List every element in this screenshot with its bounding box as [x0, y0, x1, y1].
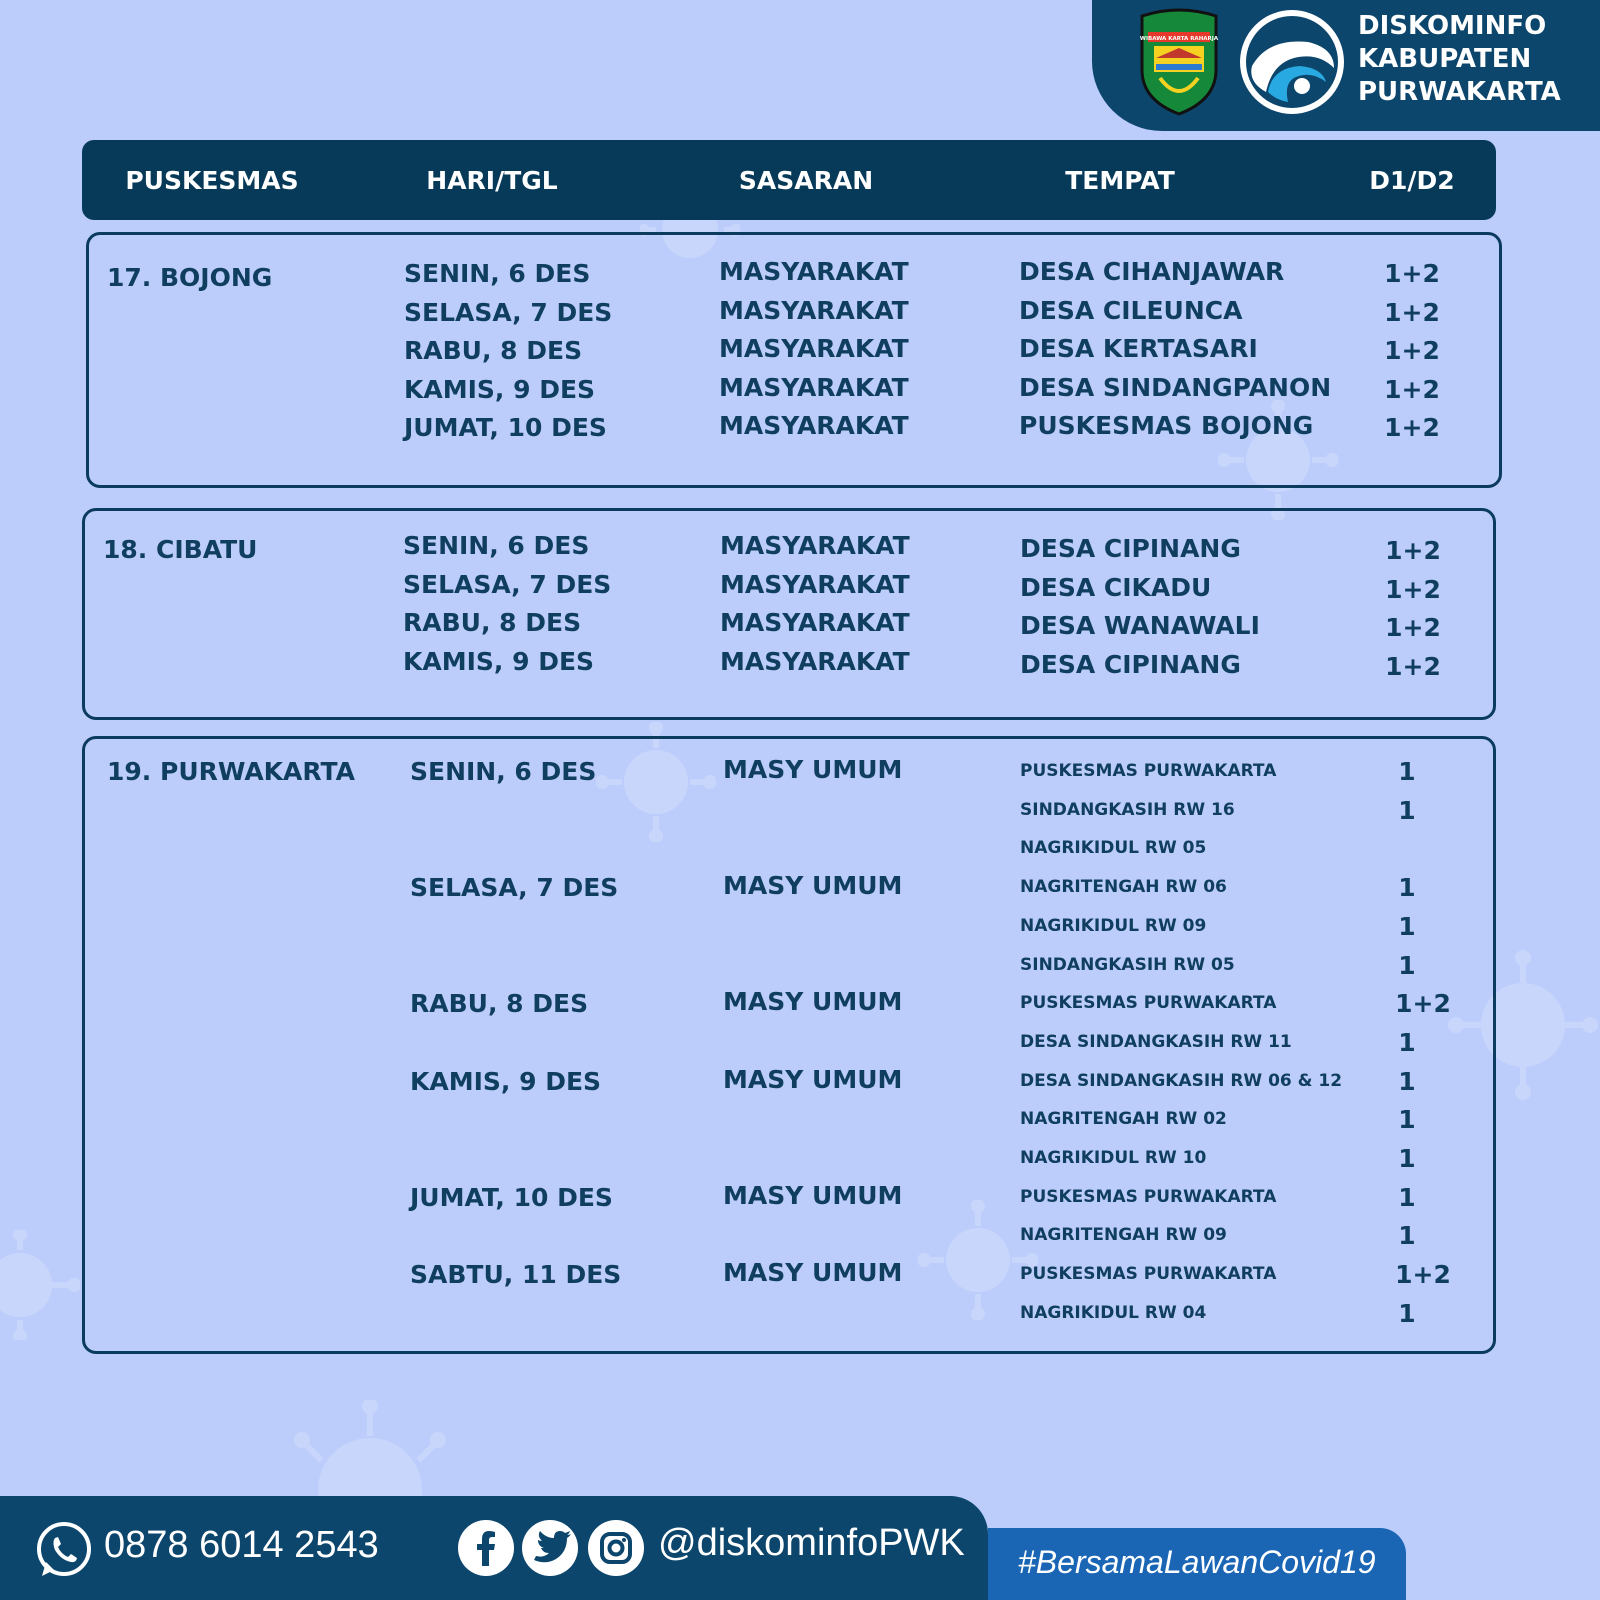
schedule-place: DESA KERTASARI — [1019, 334, 1258, 363]
schedule-dose: 1 — [1398, 1298, 1416, 1328]
hashtag-text: #BersamaLawanCovid19 — [1018, 1544, 1376, 1580]
schedule-place: NAGRITENGAH RW 09 — [1020, 1225, 1227, 1246]
schedule-day: SELASA, 7 DES — [410, 873, 619, 903]
facebook-icon[interactable] — [458, 1520, 514, 1576]
schedule-dose: 1 — [1398, 873, 1416, 903]
puskesmas-name: 18. CIBATU — [103, 535, 258, 564]
schedule-place: DESA WANAWALI — [1020, 611, 1260, 640]
schedule-dose: 1+2 — [1385, 536, 1441, 565]
schedule-dose: 1+2 — [1384, 259, 1440, 288]
schedule-place: DESA CIHANJAWAR — [1019, 257, 1285, 286]
schedule-target: MASYARAKAT — [719, 257, 909, 286]
brand-line-3: PURWAKARTA — [1358, 77, 1561, 107]
schedule-place: DESA CIKADU — [1020, 572, 1212, 602]
schedule-place: DESA CIPINANG — [1020, 534, 1241, 563]
schedule-place: DESA SINDANGPANON — [1019, 372, 1332, 402]
schedule-day: JUMAT, 10 DES — [404, 413, 607, 442]
whatsapp-icon[interactable] — [34, 1520, 94, 1580]
schedule-dose: 1 — [1398, 1105, 1416, 1135]
schedule-day: SENIN, 6 DES — [403, 531, 590, 560]
schedule-dose: 1+2 — [1384, 336, 1440, 365]
schedule-target: MASY UMUM — [723, 755, 903, 784]
schedule-target: MASY UMUM — [723, 871, 903, 901]
schedule-day: RABU, 8 DES — [410, 989, 589, 1019]
schedule-place: PUSKESMAS PURWAKARTA — [1020, 1186, 1277, 1207]
schedule-place: PUSKESMAS PURWAKARTA — [1020, 1264, 1277, 1285]
column-tempat: TEMPAT — [1065, 166, 1175, 195]
schedule-place: PUSKESMAS PURWAKARTA — [1020, 761, 1277, 781]
schedule-dose: 1 — [1398, 1182, 1416, 1212]
schedule-place: NAGRITENGAH RW 06 — [1020, 877, 1227, 898]
schedule-target: MASYARAKAT — [719, 295, 909, 325]
purwakarta-crest-icon — [1138, 8, 1220, 116]
schedule-day: SELASA, 7 DES — [404, 297, 613, 327]
schedule-dose: 1+2 — [1385, 613, 1441, 642]
schedule-dose: 1 — [1398, 757, 1416, 786]
puskesmas-block-purwakarta — [82, 736, 1496, 1354]
schedule-place: DESA CIPINANG — [1020, 649, 1241, 679]
brand-line-2: KABUPATEN — [1358, 44, 1532, 74]
schedule-dose: 1+2 — [1395, 989, 1451, 1019]
puskesmas-name: 19. PURWAKARTA — [107, 757, 355, 786]
schedule-dose: 1+2 — [1385, 574, 1441, 604]
schedule-day: KAMIS, 9 DES — [410, 1066, 602, 1096]
schedule-dose: 1+2 — [1384, 374, 1440, 404]
phone-number[interactable]: 0878 6014 2543 — [104, 1524, 379, 1566]
schedule-day: KAMIS, 9 DES — [404, 374, 596, 404]
column-d1d2: D1/D2 — [1369, 166, 1455, 195]
schedule-target: MASY UMUM — [723, 1180, 903, 1210]
puskesmas-name: 17. BOJONG — [107, 263, 273, 292]
schedule-day: RABU, 8 DES — [403, 608, 582, 637]
instagram-icon[interactable] — [588, 1520, 644, 1576]
schedule-place: NAGRIKIDUL RW 04 — [1020, 1302, 1207, 1323]
schedule-target: MASYARAKAT — [720, 646, 910, 676]
schedule-dose: 1+2 — [1384, 297, 1440, 327]
puskesmas-block-cibatu — [82, 508, 1496, 720]
schedule-place: DESA SINDANGKASIH RW 11 — [1020, 1031, 1292, 1052]
virus-decoration-icon — [290, 1400, 450, 1500]
schedule-target: MASY UMUM — [723, 1258, 903, 1288]
schedule-place: SINDANGKASIH RW 05 — [1020, 954, 1235, 975]
schedule-target: MASYARAKAT — [720, 608, 910, 637]
schedule-dose: 1+2 — [1384, 413, 1440, 442]
schedule-day: SABTU, 11 DES — [410, 1260, 622, 1290]
schedule-dose: 1 — [1398, 795, 1416, 825]
schedule-target: MASYARAKAT — [720, 531, 910, 560]
brand-name — [1358, 10, 1561, 109]
crest-motto: WIBAWA KARTA RAHARJA — [1139, 36, 1219, 42]
footer-bar — [0, 1496, 988, 1600]
schedule-day: RABU, 8 DES — [404, 336, 583, 365]
schedule-place: DESA CILEUNCA — [1019, 295, 1243, 325]
schedule-place: NAGRITENGAH RW 02 — [1020, 1109, 1227, 1130]
schedule-day: SELASA, 7 DES — [403, 569, 612, 599]
column-puskesmas: PUSKESMAS — [125, 166, 299, 195]
twitter-icon[interactable] — [522, 1520, 578, 1576]
hashtag-banner — [988, 1528, 1406, 1600]
schedule-day: SENIN, 6 DES — [404, 259, 591, 288]
schedule-day: JUMAT, 10 DES — [410, 1182, 613, 1212]
schedule-dose: 1 — [1398, 1221, 1416, 1251]
column-hari-tgl: HARI/TGL — [426, 166, 558, 195]
schedule-place: SINDANGKASIH RW 16 — [1020, 799, 1235, 820]
schedule-day: KAMIS, 9 DES — [403, 646, 595, 676]
schedule-target: MASY UMUM — [723, 987, 903, 1017]
virus-decoration-icon — [0, 1230, 80, 1340]
schedule-place: NAGRIKIDUL RW 09 — [1020, 915, 1207, 936]
schedule-place: NAGRIKIDUL RW 10 — [1020, 1148, 1207, 1168]
column-sasaran: SASARAN — [738, 166, 874, 195]
schedule-dose: 1+2 — [1395, 1260, 1451, 1290]
schedule-place: NAGRIKIDUL RW 05 — [1020, 838, 1207, 859]
schedule-dose: 1 — [1398, 950, 1416, 980]
schedule-dose: 1 — [1398, 911, 1416, 941]
schedule-place: PUSKESMAS BOJONG — [1019, 411, 1314, 440]
schedule-dose: 1+2 — [1385, 651, 1441, 681]
brand-header — [1092, 0, 1600, 131]
schedule-dose: 1 — [1398, 1027, 1416, 1057]
schedule-dose: 1 — [1398, 1066, 1416, 1096]
social-handle[interactable]: @diskominfoPWK — [658, 1522, 965, 1564]
brand-line-1: DISKOMINFO — [1358, 11, 1547, 41]
schedule-target: MASYARAKAT — [719, 411, 909, 440]
schedule-place: PUSKESMAS PURWAKARTA — [1020, 993, 1277, 1014]
column-header-bar — [82, 140, 1496, 220]
puskesmas-block-bojong — [86, 232, 1502, 488]
kominfo-logo-icon — [1238, 8, 1346, 116]
schedule-target: MASY UMUM — [723, 1064, 903, 1094]
schedule-target: MASYARAKAT — [720, 569, 910, 599]
schedule-target: MASYARAKAT — [719, 334, 909, 363]
schedule-place: DESA SINDANGKASIH RW 06 & 12 — [1020, 1070, 1343, 1091]
schedule-target: MASYARAKAT — [719, 372, 909, 402]
schedule-day: SENIN, 6 DES — [410, 757, 597, 786]
schedule-dose: 1 — [1398, 1144, 1416, 1173]
